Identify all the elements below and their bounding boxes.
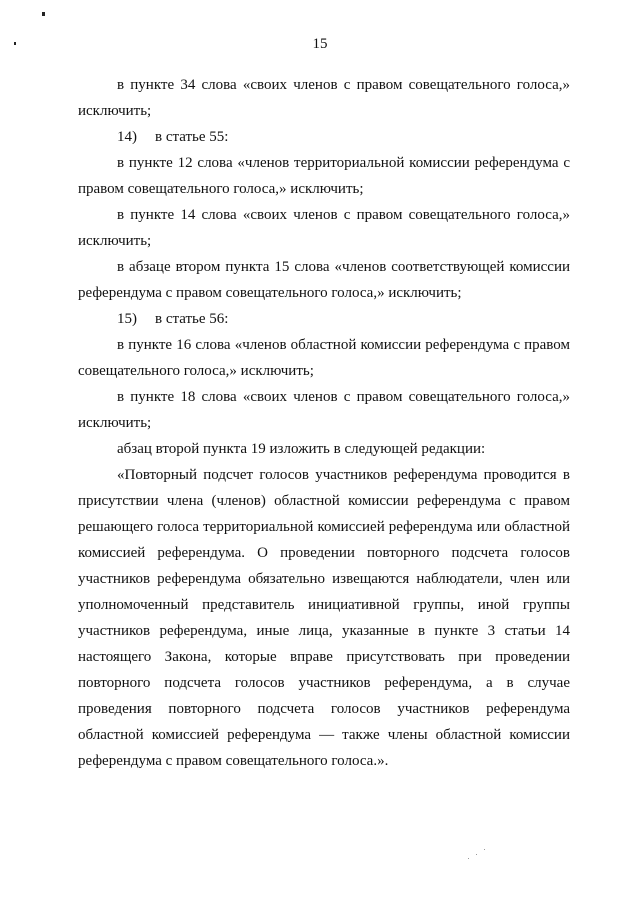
paragraph: в пункте 34 слова «своих членов с правом совещательного голоса,» исключить; <box>78 77 570 119</box>
list-number: 15) <box>117 311 137 327</box>
list-number: 14) <box>117 129 137 145</box>
quoted-paragraph: «Повторный подсчет голосов участников референдума проводится в присутствии члена (членов) областной комиссии референдума с правом решающего голоса территориальной комиссией референдума или областной комиссией референдума. О проведении повторного подсчета голосов участников референдума обязательно извещаются наблюдатели, член или уполномоченный представитель инициативной группы, иной группы участников референдума, иные лица, указанные в пункте 3 статьи 14 настоящего Закона, которые вправе присутствовать при проведении повторного подсчета голосов участников референдума, а в случае проведения повторного подсчета голосов участников референдума областной комиссией референдума — также члены областной комиссии референдума с правом совещательного голоса.». <box>78 467 570 769</box>
paragraph: в пункте 18 слова «своих членов с правом совещательного голоса,» исключить; <box>78 389 570 431</box>
paragraph: в пункте 16 слова «членов областной комиссии референдума с правом совещательного голоса,» исключить; <box>78 337 570 379</box>
paragraph: абзац второй пункта 19 изложить в следующей редакции: <box>117 441 486 457</box>
document-body <box>78 72 570 774</box>
paragraph: в пункте 12 слова «членов территориальной комиссии референдума с правом совещательного голоса,» исключить; <box>78 155 570 197</box>
scan-mark <box>476 854 477 855</box>
page-number: 15 <box>312 36 328 52</box>
scan-mark <box>484 849 485 850</box>
paragraph: в пункте 14 слова «своих членов с правом совещательного голоса,» исключить; <box>78 207 570 249</box>
article-heading-text: в статье 55: <box>155 129 229 145</box>
article-heading <box>78 124 570 150</box>
article-heading-text: в статье 56: <box>155 311 229 327</box>
scan-mark <box>468 858 469 859</box>
article-heading <box>78 306 570 332</box>
paragraph: в абзаце втором пункта 15 слова «членов соответствующей комиссии референдума с правом совещательного голоса,» исключить; <box>78 259 570 301</box>
scan-mark <box>42 12 45 16</box>
